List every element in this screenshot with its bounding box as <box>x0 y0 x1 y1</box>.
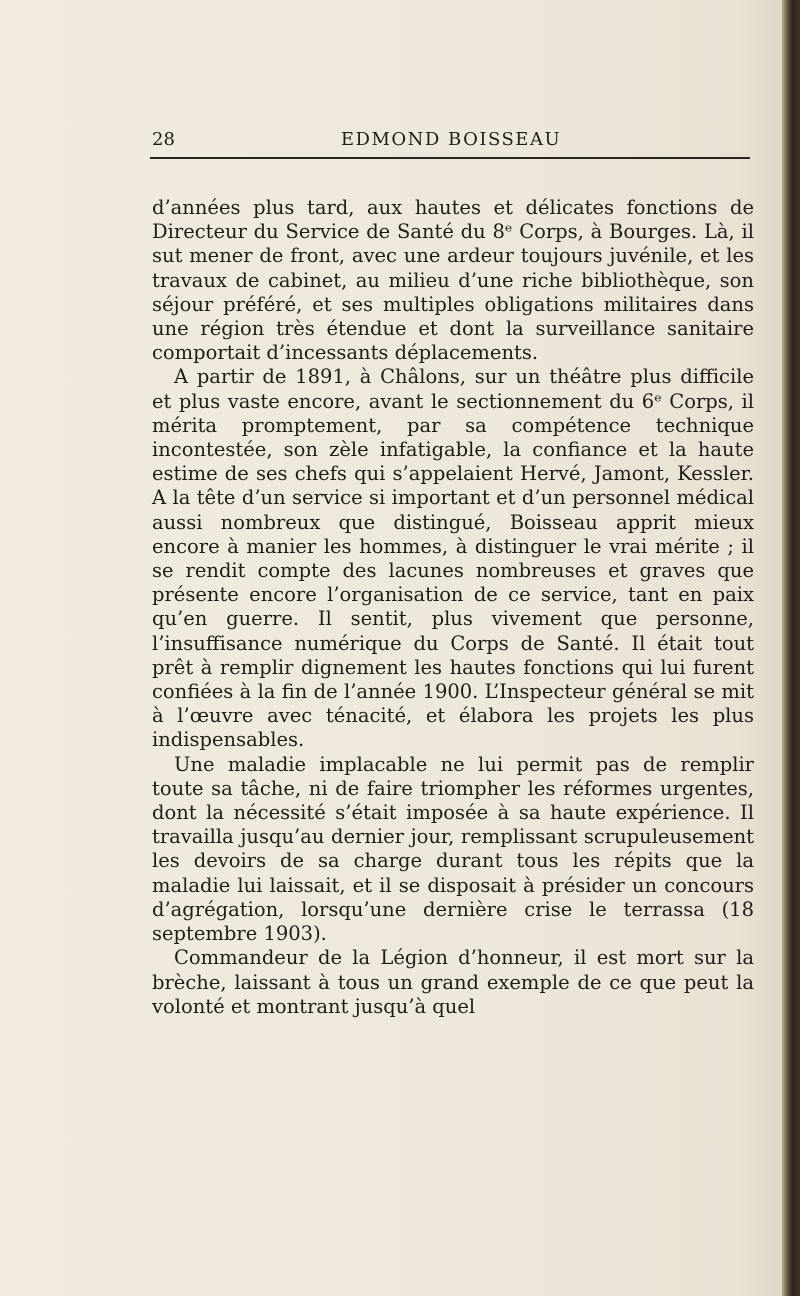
header-rule <box>150 157 750 159</box>
body-text <box>152 196 754 1019</box>
page-number: 28 <box>152 129 175 150</box>
paragraph: Commandeur de la Légion d’honneur, il est mort sur la brèche, laissant à tous un grand exemple de ce que peut la volonté et montrant jusqu’à quel <box>152 946 754 1018</box>
page-header <box>152 128 750 152</box>
paragraph: Une maladie implacable ne lui permit pas de remplir toute sa tâche, ni de faire triompher les réformes urgentes, dont la nécessité s’était imposée à sa haute expérience. Il travailla jusqu’au dernier jour, remplissant scrupuleusement les devoirs de sa charge durant tous les répits que la maladie lui laissait, et il se disposait à présider un concours d’agrégation, lorsqu’une dernière crise le terrassa (18 septembre 1903). <box>152 752 754 946</box>
paragraph: A partir de 1891, à Châlons, sur un théâtre plus difficile et plus vaste encore, avant le sectionnement du 6ᵉ Corps, il mérita promptement, par sa compétence technique incontestée, son zèle infatigable, la confiance et la haute estime de ses chefs qui s’appelaient Hervé, Jamont, Kessler. A la tête d’un service si important et d’un personnel médical aussi nombreux que distingué, Boisseau apprit mieux encore à manier les hommes, à distinguer le vrai mérite ; il se rendit compte des lacunes nombreuses et graves que présente encore l’organisation de ce service, tant en paix qu’en guerre. Il sentit, plus vivement que personne, l’insuffisance numérique du Corps de Santé. Il était tout prêt à remplir dignement les hautes fonctions qui lui furent confiées à la fin de l’année 1900. L’Inspecteur général se mit à l’œuvre avec ténacité, et élabora les projets les plus indispensables. <box>152 365 754 752</box>
running-head: EDMOND BOISSEAU <box>340 129 562 150</box>
book-binding-edge <box>782 0 800 1296</box>
paragraph: d’années plus tard, aux hautes et délicates fonctions de Directeur du Service de Santé du 8ᵉ Corps, à Bourges. Là, il sut mener de front, avec une ardeur toujours juvénile, et les travaux de cabinet, au milieu d’une riche bibliothèque, son séjour préféré, et ses multiples obligations militaires dans une région très étendue et dont la surveillance sanitaire comportait d’incessants déplacements. <box>152 196 754 365</box>
